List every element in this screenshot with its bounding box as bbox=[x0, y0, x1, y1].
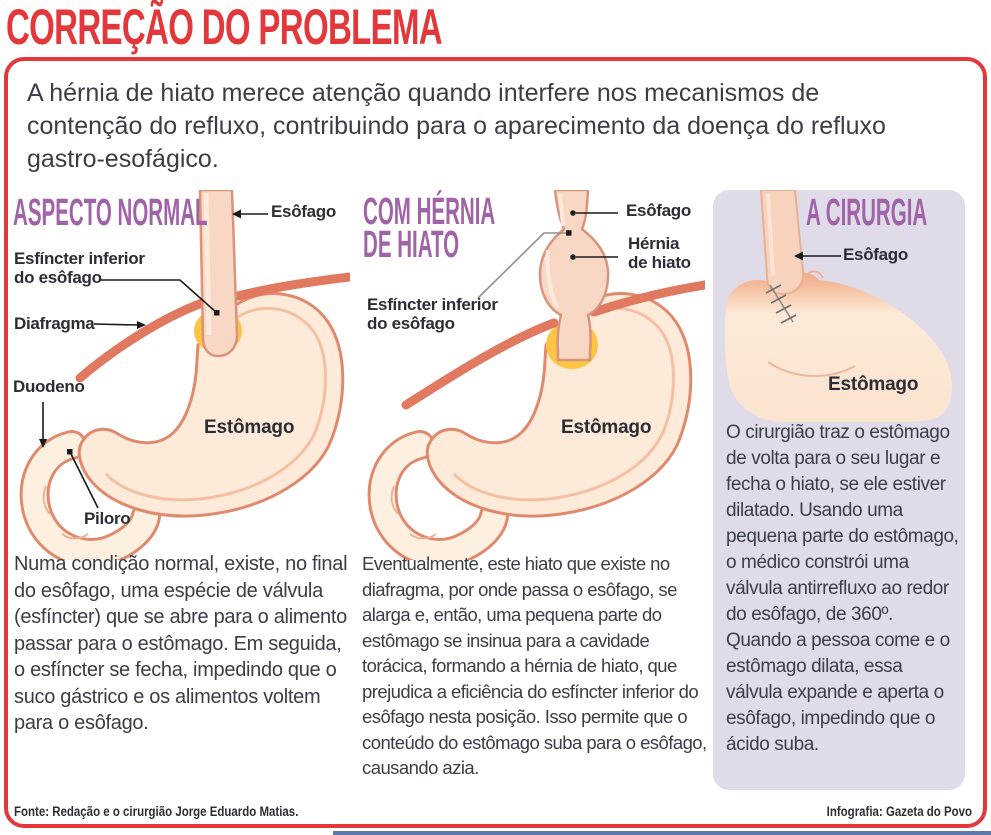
intro-line: contenção do refluxo, contribuindo para o aparecimento da doença do refluxo bbox=[27, 112, 886, 140]
label-stomach: Estômago bbox=[561, 417, 652, 438]
panel-surgery-body: O cirurgião traz o estômago de volta para o seu lugar e fecha o hiato, se ele estiver dilatado. Usando uma pequena parte do estômago, o médico constrói uma válvula antirrefluxo ao redor do esôfago, de 360º. Quando a pessoa come e o estômago dilata, essa válvula expande e aperta o esôfago, impedindo que o ácido suba. bbox=[726, 422, 959, 755]
label-esophagus: Esôfago bbox=[843, 245, 908, 264]
label-diaphragm: Diafragma bbox=[14, 314, 95, 333]
panel-normal-body: Numa condição normal, existe, no final do esôfago, uma espécie de válvula (esfíncter) que se abre para o alimento passar para o estômago. Em seguida, o esfíncter se fecha, impedindo que o suco gástrico e os alimentos voltem para o esôfago. bbox=[14, 553, 348, 734]
label-duodenum: Duodeno bbox=[13, 377, 85, 396]
panel-surgery-heading: A CIRURGIA bbox=[806, 192, 928, 234]
panel-hernia-body: Eventualmente, este hiato que existe no diafragma, por onde passa o esôfago, se alarga e, então, uma pequena parte do estômago se insinua para a cavidade torácica, formando a hérnia de hiato, que prejudica a eficiência do esfíncter inferior do esôfago nesta posição. Isso permite que o conteúdo do estômago suba para o esôfago, causando azia. bbox=[362, 553, 707, 778]
stomach-shape bbox=[725, 271, 952, 422]
page-title: CORREÇÃO DO PROBLEMA bbox=[6, 0, 442, 55]
label-pylorus: Piloro bbox=[84, 509, 131, 528]
label-stomach: Estômago bbox=[204, 417, 295, 438]
connector-lines bbox=[794, 252, 841, 261]
footer-source: Fonte: Redação e o cirurgião Jorge Eduardo Matias. bbox=[14, 804, 299, 819]
esophagus-shape bbox=[761, 190, 803, 294]
intro-text bbox=[27, 77, 886, 176]
label-sphincter: Esfíncter inferior do esôfago bbox=[367, 295, 498, 333]
label-esophagus: Esôfago bbox=[626, 201, 691, 220]
normal-diagram bbox=[10, 190, 350, 560]
label-esophagus: Esôfago bbox=[271, 202, 336, 221]
label-sphincter: Esfíncter inferior do esôfago bbox=[14, 249, 145, 287]
intro-line: gastro-esofágico. bbox=[27, 145, 219, 173]
bottom-rule bbox=[333, 831, 991, 835]
footer-credit: Infografia: Gazeta do Povo bbox=[826, 804, 972, 819]
panel-normal-heading: ASPECTO NORMAL bbox=[13, 192, 208, 234]
label-hernia: Hérnia de hiato bbox=[628, 234, 691, 272]
label-stomach: Estômago bbox=[828, 374, 919, 395]
intro-line: A hérnia de hiato merece atenção quando interfere nos mecanismos de bbox=[27, 79, 820, 107]
panel-hernia-heading: COM HÉRNIA DE HIATO bbox=[363, 191, 495, 266]
